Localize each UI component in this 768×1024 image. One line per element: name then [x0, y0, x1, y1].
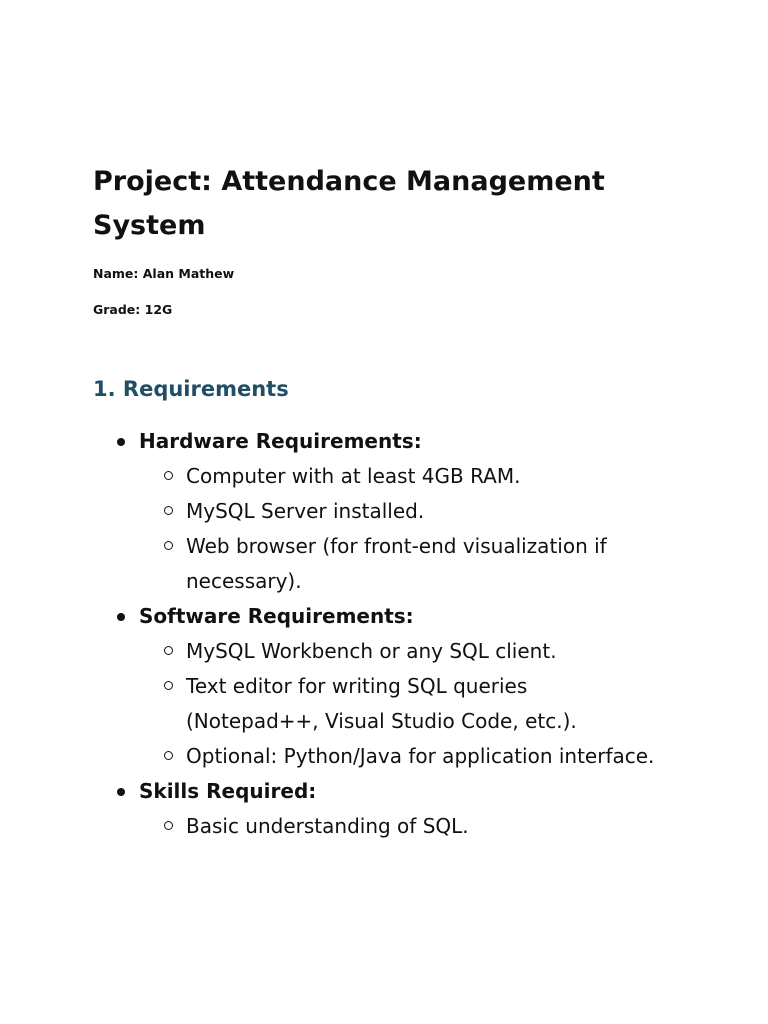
requirement-group-heading [93, 424, 693, 459]
hollow-circle-bullet-icon [164, 821, 173, 830]
requirement-sub-list [93, 634, 693, 774]
requirement-group-software [93, 599, 693, 774]
hollow-circle-bullet-icon [164, 681, 173, 690]
list-item-text: MySQL Server installed. [186, 499, 425, 523]
list-item [93, 809, 656, 844]
hollow-circle-bullet-icon [164, 541, 173, 550]
list-item [93, 634, 656, 669]
list-item-text: Computer with at least 4GB RAM. [186, 464, 521, 488]
list-item-text: Text editor for writing SQL queries (Notepad++, Visual Studio Code, etc.). [186, 674, 577, 733]
hollow-circle-bullet-icon [164, 506, 173, 515]
list-item [93, 459, 656, 494]
list-item [93, 494, 656, 529]
requirement-group-skills [93, 774, 693, 844]
requirements-list [93, 424, 693, 844]
bullet-dot-icon [117, 613, 125, 621]
requirement-sub-list [93, 809, 693, 844]
list-item-text: Optional: Python/Java for application interface. [186, 744, 655, 768]
list-item [93, 669, 656, 739]
list-item [93, 529, 656, 599]
list-item-text: Basic understanding of SQL. [186, 814, 469, 838]
requirement-sub-list [93, 459, 693, 599]
requirement-group-label: Software Requirements: [139, 604, 414, 628]
bullet-dot-icon [117, 788, 125, 796]
list-item [93, 739, 656, 774]
requirement-group-label: Hardware Requirements: [139, 429, 422, 453]
list-item-text: Web browser (for front-end visualization if necessary). [186, 534, 607, 593]
hollow-circle-bullet-icon [164, 646, 173, 655]
hollow-circle-bullet-icon [164, 751, 173, 760]
student-grade: Grade: 12G [93, 302, 173, 317]
list-item-text: MySQL Workbench or any SQL client. [186, 639, 557, 663]
requirement-group-label: Skills Required: [139, 779, 317, 803]
section-heading-requirements: 1. Requirements [93, 377, 289, 401]
requirement-group-hardware [93, 424, 693, 599]
document-title: Project: Attendance Management System [93, 166, 605, 241]
bullet-dot-icon [117, 438, 125, 446]
requirement-group-heading [93, 599, 693, 634]
requirement-group-heading [93, 774, 693, 809]
hollow-circle-bullet-icon [164, 471, 173, 480]
student-name: Name: Alan Mathew [93, 266, 235, 281]
